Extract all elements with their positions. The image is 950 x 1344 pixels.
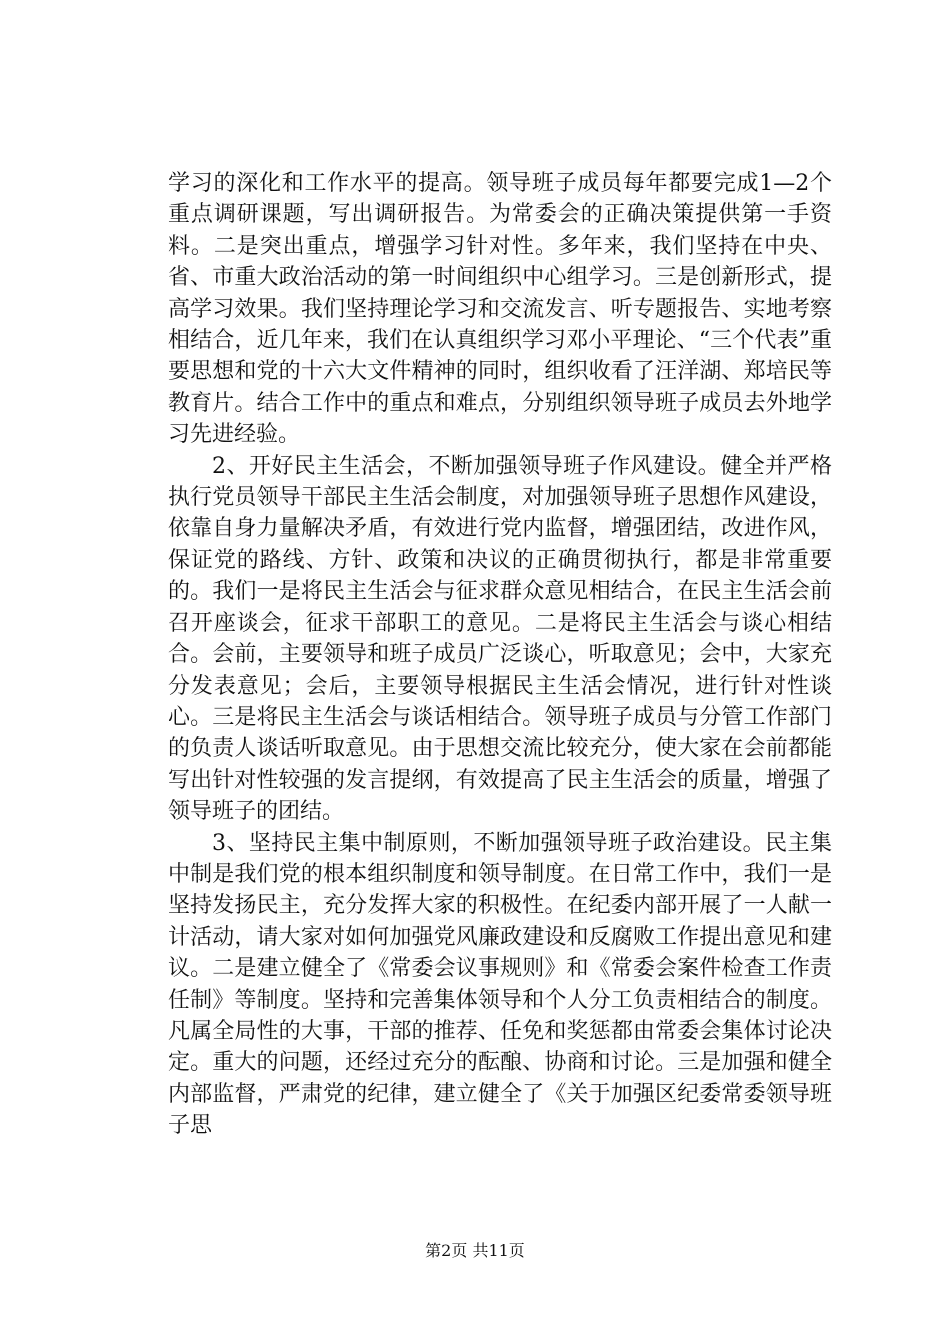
document-body bbox=[168, 168, 832, 1142]
page-footer bbox=[0, 1238, 950, 1261]
paragraph-2: 2、开好民主生活会，不断加强领导班子作风建设。健全并严格执行党员领导干部民主生活会制度，对加强领导班子思想作风建设，依靠自身力量解决矛盾，有效进行党内监督，增强团结，改进作风，保证党的路线、方针、政策和决议的正确贯彻执行，都是非常重要的。我们一是将民主生活会与征求群众意见相结合，在民主生活会前召开座谈会，征求干部职工的意见。二是将民主生活会与谈心相结合。会前，主要领导和班子成员广泛谈心，听取意见；会中，大家充分发表意见；会后，主要领导根据民主生活会情况，进行针对性谈心。三是将民主生活会与谈话相结合。领导班子成员与分管工作部门的负责人谈话听取意见。由于思想交流比较充分，使大家在会前都能写出针对性较强的发言提纲，有效提高了民主生活会的质量，增强了领导班子的团结。 bbox=[168, 453, 832, 825]
page-number-label: 第2页 共11页 bbox=[425, 1241, 525, 1260]
paragraph-1: 学习的深化和工作水平的提高。领导班子成员每年都要完成1—2个重点调研课题，写出调研报告。为常委会的正确决策提供第一手资料。二是突出重点，增强学习针对性。多年来，我们坚持在中央、省、市重大政治活动的第一时间组织中心组学习。三是创新形式，提高学习效果。我们坚持理论学习和交流发言、听专题报告、实地考察相结合，近几年来，我们在认真组织学习邓小平理论、“三个代表”重要思想和党的十六大文件精神的同时，组织收看了汪洋湖、郑培民等教育片。结合工作中的重点和难点，分别组织领导班子成员去外地学习先进经验。 bbox=[168, 171, 832, 448]
paragraph-3: 3、坚持民主集中制原则，不断加强领导班子政治建设。民主集中制是我们党的根本组织制度和领导制度。在日常工作中，我们一是坚持发扬民主，充分发挥大家的积极性。在纪委内部开展了一人献一计活动，请大家对如何加强党风廉政建设和反腐败工作提出意见和建议。二是建立健全了《常委会议事规则》和《常委会案件检查工作责任制》等制度。坚持和完善集体领导和个人分工负责相结合的制度。凡属全局性的大事，干部的推荐、任免和奖惩都由常委会集体讨论决定。重大的问题，还经过充分的酝酿、协商和讨论。三是加强和健全内部监督，严肃党的纪律，建立健全了《关于加强区纪委常委领导班子思 bbox=[168, 830, 832, 1139]
